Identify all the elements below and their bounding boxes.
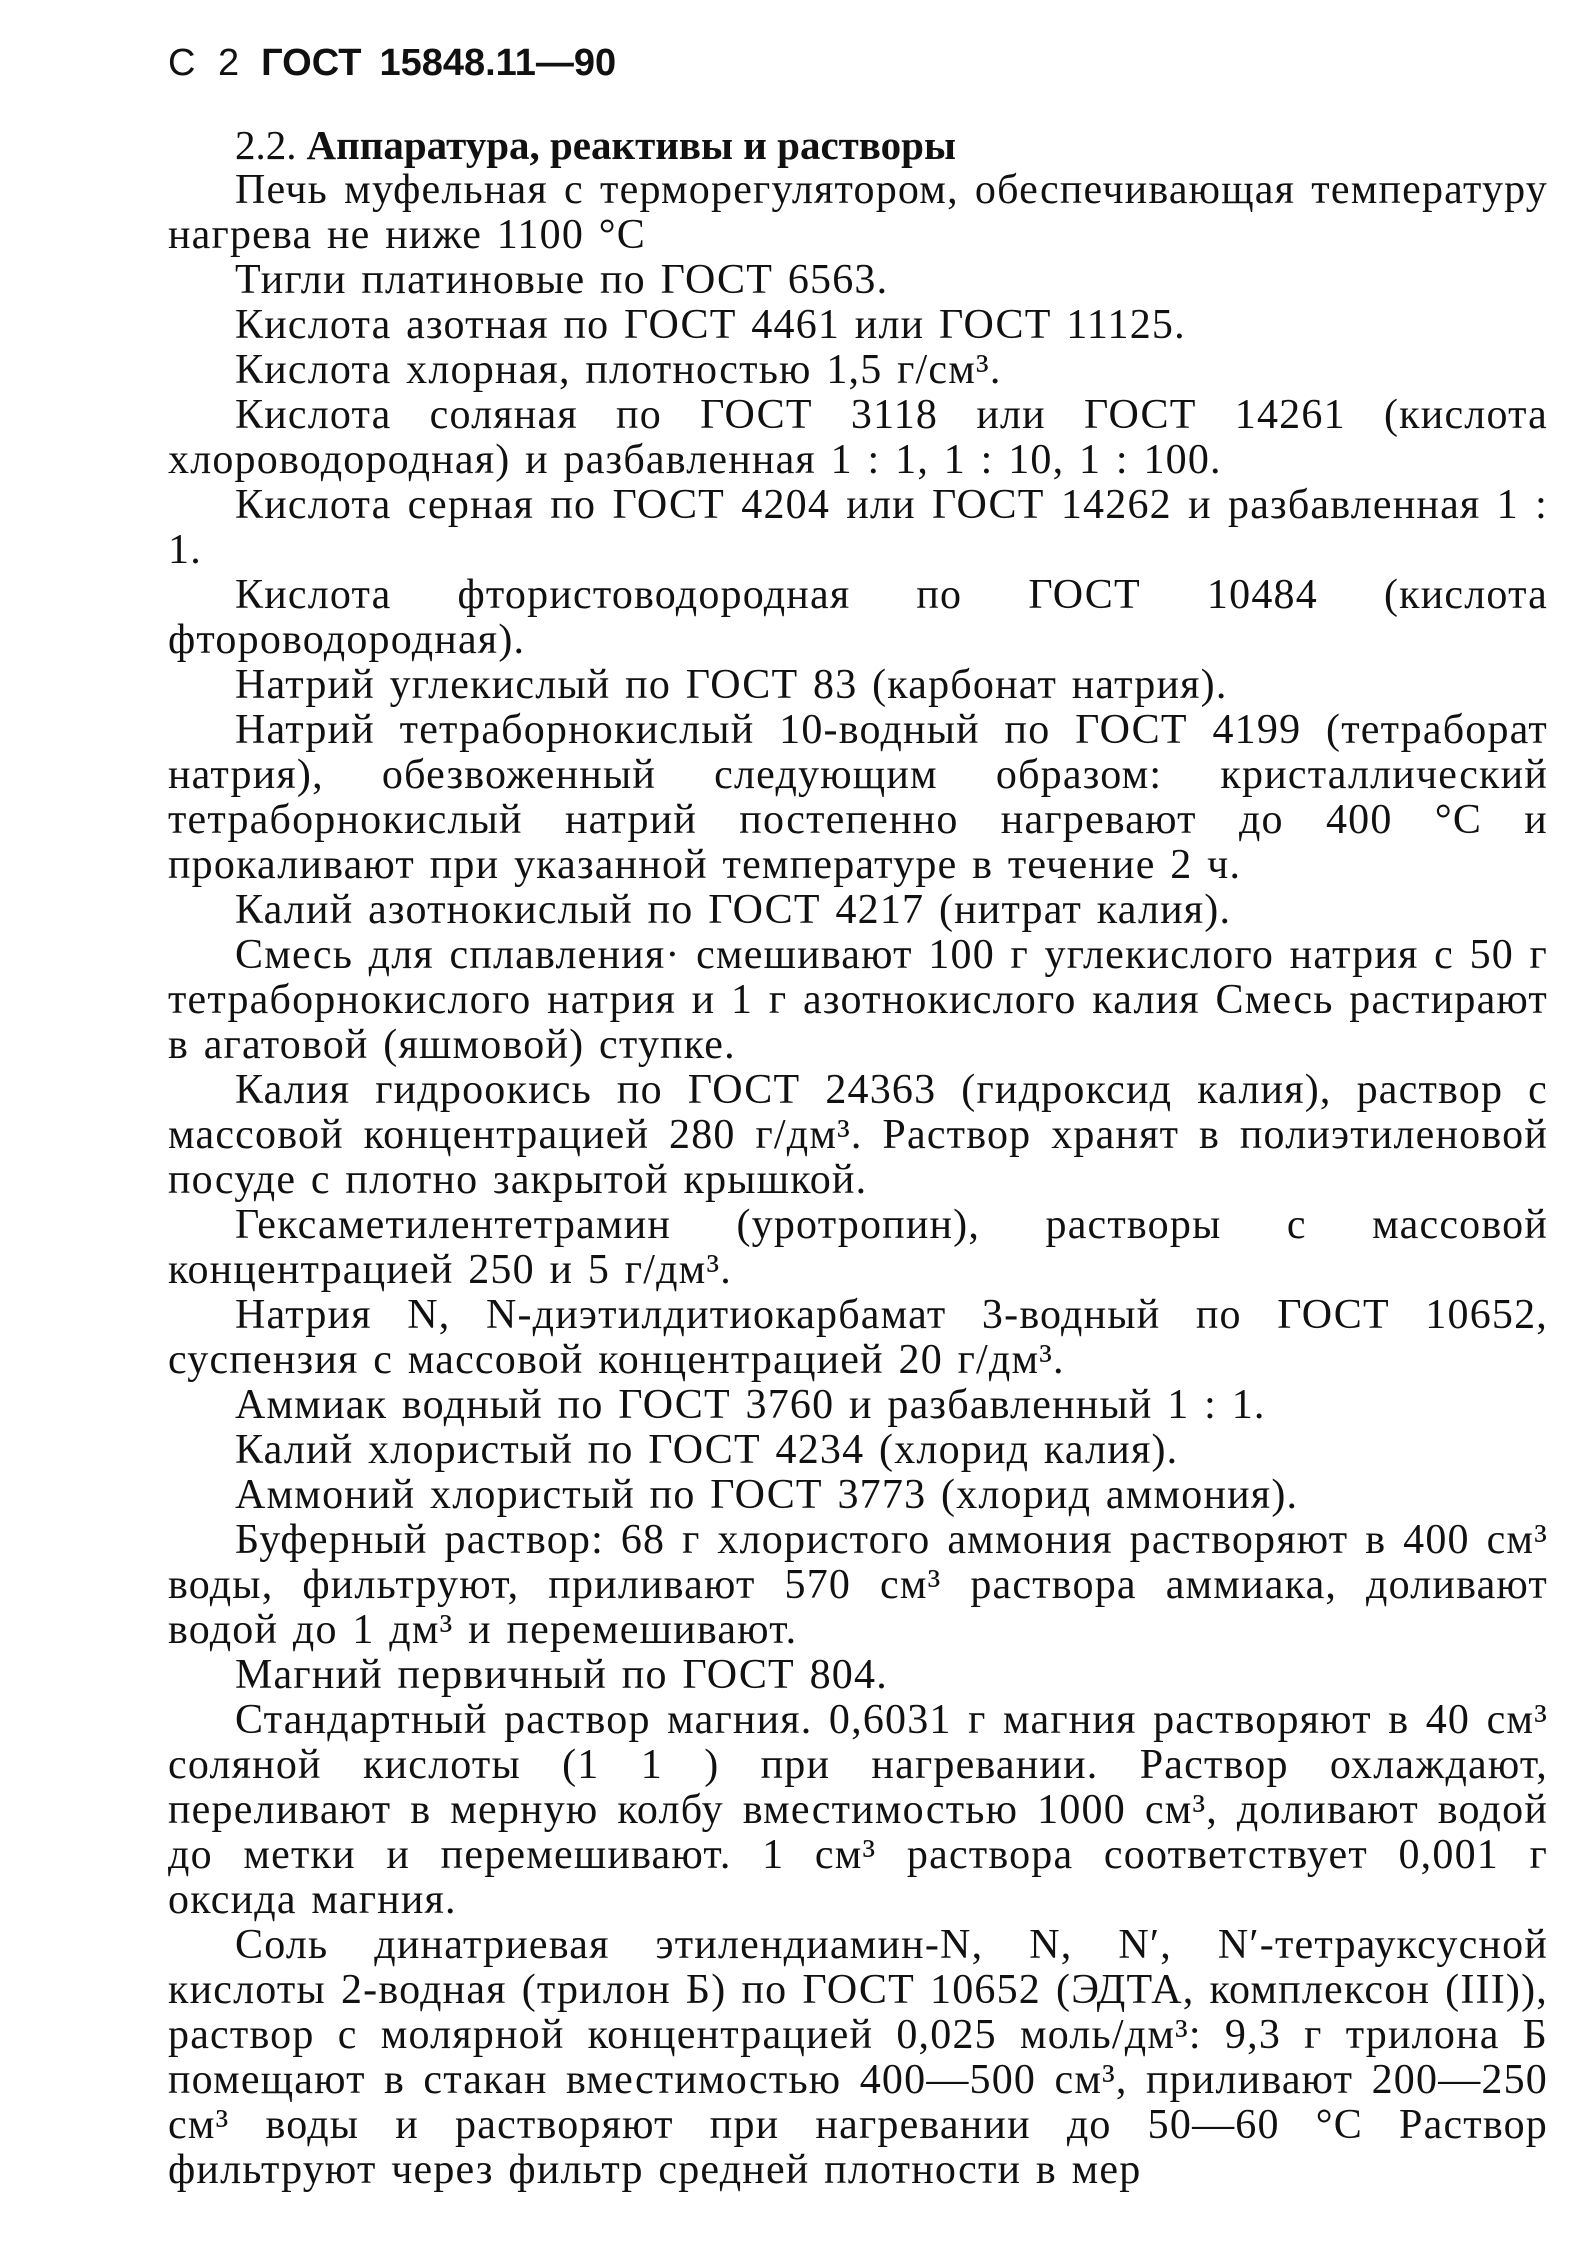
paragraph-primary-magnesium: Магний первичный по ГОСТ 804. [235, 1652, 888, 1698]
paragraph-crucibles: Тигли платиновые по ГОСТ 6563. [235, 257, 889, 303]
paragraph-potassium-nitrate: Калий азотнокислый по ГОСТ 4217 (нитрат калия). [235, 887, 1232, 933]
paragraph-potassium-chloride: Калий хлористый по ГОСТ 4234 (хлорид калия). [235, 1427, 1179, 1473]
paragraph-nitric-acid: Кислота азотная по ГОСТ 4461 или ГОСТ 11125. [235, 302, 1186, 348]
paragraph-potassium-hydroxide: Калия гидроокись по ГОСТ 24363 (гидроксид калия), раствор с массовой концентрацией 280 г/дм³. Раствор хранят в полиэтиленовой посуде с плотно закрытой крышкой. [168, 1067, 1548, 1203]
section-heading [235, 122, 1548, 168]
paragraph-hydrochloric-acid: Кислота соляная по ГОСТ 3118 или ГОСТ 14261 (кислота хлороводородная) и разбавленная 1 : 1, 1 : 10, 1 : 100. [168, 392, 1548, 483]
running-header [168, 38, 616, 88]
paragraph-perchloric-acid: Кислота хлорная, плотностью 1,5 г/см³. [235, 347, 1002, 393]
paragraph-magnesium-standard: Стандартный раствор магния. 0,6031 г магния растворяют в 40 см³ соляной кислоты (1 1 ) при нагревании. Раствор охлаждают, переливают в мерную колбу вместимостью 1000 см³, доливают водой до метки и перемешивают. 1 см³ раствора соответствует 0,001 г оксида магния. [168, 1697, 1548, 1923]
paragraph-edta-solution: Соль динатриевая этилендиамин-N, N, N′, N′-тетрауксусной кислоты 2-водная (трилон Б) по ГОСТ 10652 (ЭДТА, комплексон (III)), раствор с молярной концентрацией 0,025 моль/дм³: 9,3 г трилона Б помещают в стакан вместимостью 400—500 см³, приливают 200—250 см³ воды и растворяют при нагревании до 50—60 °С Раствор фильтруют через фильтр средней плотности в мер [168, 1922, 1548, 2193]
paragraph-hydrofluoric-acid: Кислота фтористоводородная по ГОСТ 10484 (кислота фтороводородная). [168, 572, 1548, 663]
paragraph-hexamethylenetetramine: Гексаметилентетрамин (уротропин), растворы с массовой концентрацией 250 и 5 г/дм³. [168, 1202, 1548, 1293]
body-text [168, 122, 1548, 2193]
standard-number: 15848.11—90 [379, 42, 617, 84]
paragraph-furnace: Печь муфельная с терморегулятором, обеспечивающая температуру нагрева не ниже 1100 °С [168, 167, 1548, 258]
section-number: 2.2. [235, 122, 297, 168]
page-number: С 2 [168, 42, 246, 84]
paragraph-sulfuric-acid: Кислота серная по ГОСТ 4204 или ГОСТ 14262 и разбавленная 1 : 1. [168, 482, 1548, 573]
section-title: Аппаратура, реактивы и растворы [306, 122, 956, 168]
paragraph-sodium-carbonate: Натрий углекислый по ГОСТ 83 (карбонат натрия). [235, 662, 1228, 708]
standard-label: ГОСТ [261, 42, 362, 84]
paragraph-ammonium-chloride: Аммоний хлористый по ГОСТ 3773 (хлорид аммония). [235, 1472, 1299, 1518]
paragraph-sodium-tetraborate: Натрий тетраборнокислый 10-водный по ГОСТ 4199 (тетраборат натрия), обезвоженный следующим образом: кристаллический тетраборнокислый натрий постепенно нагревают до 400 °С и прокаливают при указанной температуре в течение 2 ч. [168, 707, 1548, 888]
paragraph-diethyldithiocarbamate: Натрия N, N-диэтилдитиокарбамат 3-водный по ГОСТ 10652, суспензия с массовой концентрацией 20 г/дм³. [168, 1292, 1548, 1383]
paragraph-ammonia: Аммиак водный по ГОСТ 3760 и разбавленный 1 : 1. [235, 1382, 1266, 1428]
paragraph-buffer-solution: Буферный раствор: 68 г хлористого аммония растворяют в 400 см³ воды, фильтруют, приливают 570 см³ раствора аммиака, доливают водой до 1 дм³ и перемешивают. [168, 1517, 1548, 1653]
paragraph-fusion-mixture: Смесь для сплавления· смешивают 100 г углекислого натрия с 50 г тетраборнокислого натрия и 1 г азотнокислого калия Смесь растирают в агатовой (яшмовой) ступке. [168, 932, 1548, 1068]
